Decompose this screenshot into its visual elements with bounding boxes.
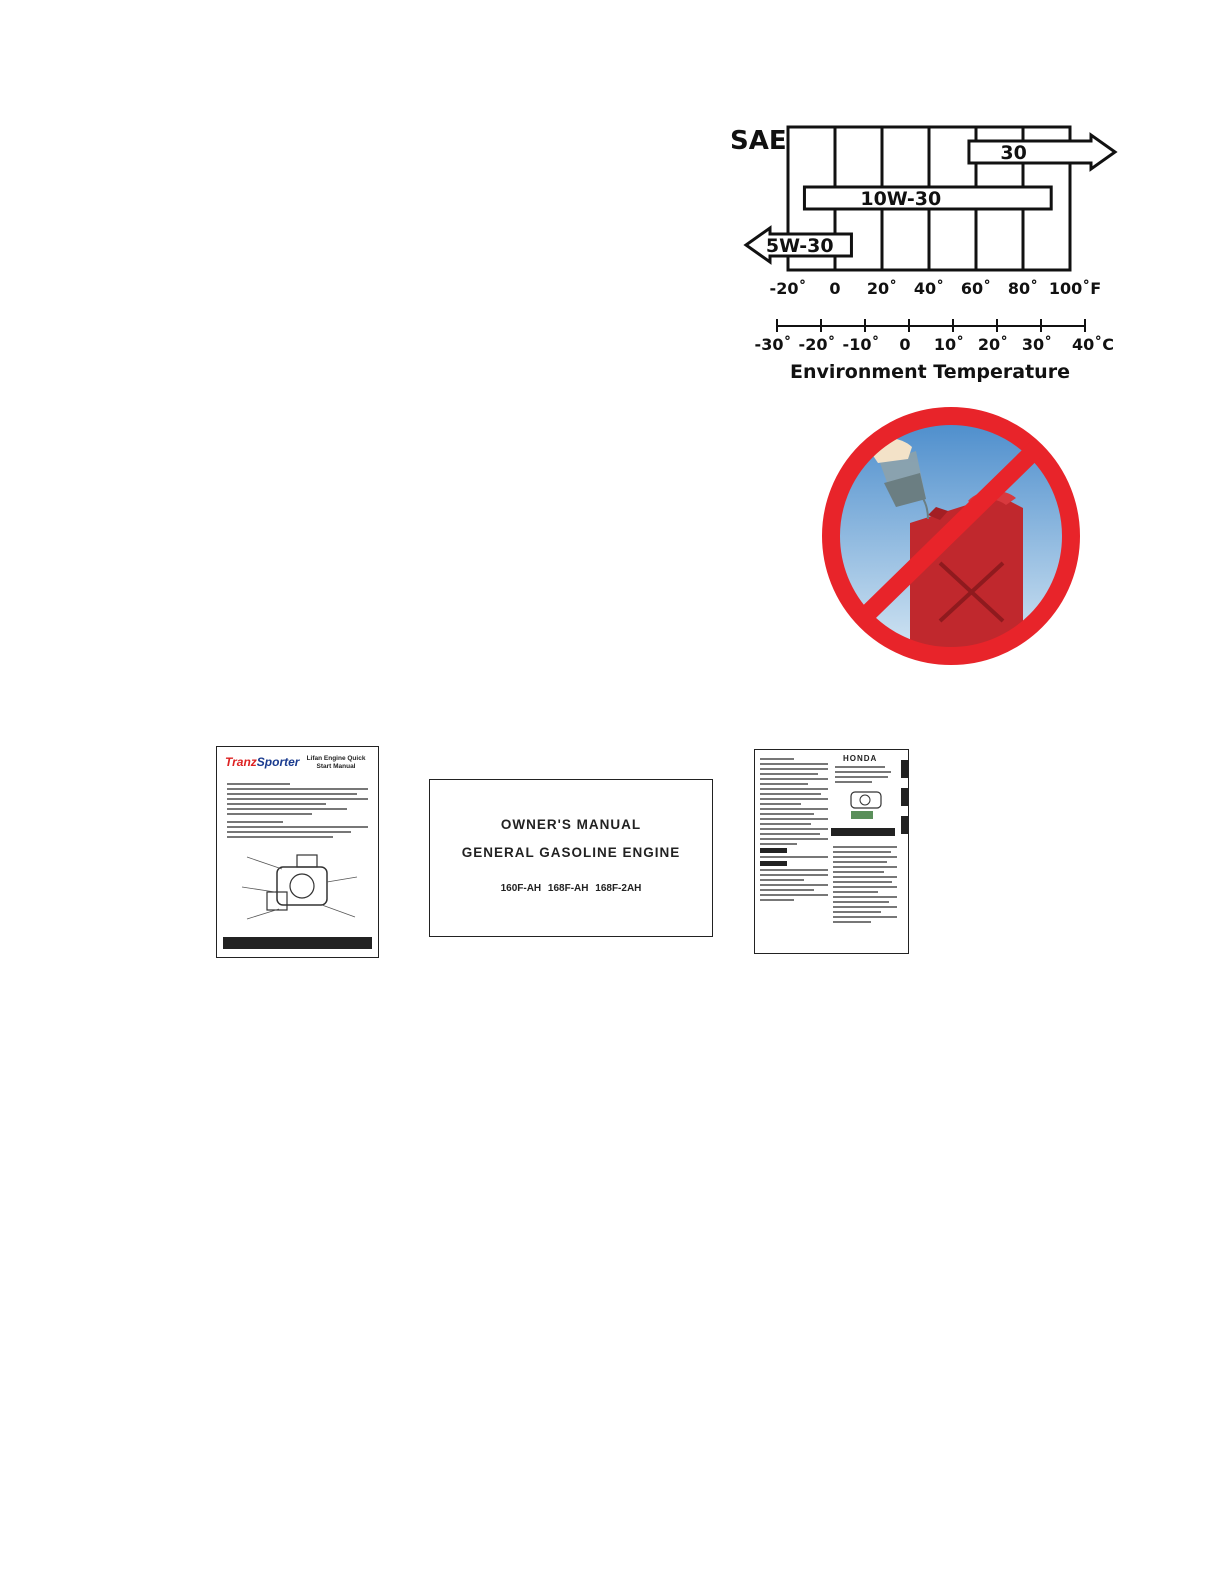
celsius-tick-label: -20˚	[798, 335, 836, 354]
contents-text	[833, 846, 897, 926]
quick-start-title: Lifan Engine Quick Start Manual	[306, 755, 366, 770]
fahrenheit-tick-label: 40˚	[913, 279, 945, 298]
fahrenheit-tick-label: 20˚	[866, 279, 898, 298]
fahrenheit-tick-label: -20˚	[769, 279, 807, 298]
right-column-text	[835, 766, 897, 786]
fahrenheit-tick-label: 60˚	[960, 279, 992, 298]
quick-start-manual-thumbnail	[216, 746, 379, 958]
fahrenheit-scale	[770, 279, 1102, 298]
prohibition-sign-icon	[818, 403, 1084, 669]
celsius-tick-label: 30˚	[1021, 335, 1053, 354]
oil-grade-label: 30	[1000, 142, 1027, 164]
brand-part1: Tranz	[225, 755, 257, 769]
engine-models: 160F-AH 168F-AH 168F-2AH	[500, 883, 642, 894]
fahrenheit-tick-label: 80˚	[1007, 279, 1039, 298]
oil-grade-band-30	[969, 135, 1115, 169]
fahrenheit-tick-label: 100˚F	[1048, 279, 1102, 298]
text-lines	[227, 783, 368, 841]
tranzsporter-logo	[225, 755, 299, 769]
celsius-tick-label: 40˚C	[1071, 335, 1115, 354]
owners-manual-thumbnail	[429, 779, 713, 937]
x-axis-label: Environment Temperature	[790, 361, 1070, 383]
sae-title: SAE	[730, 126, 787, 156]
honda-logo: HONDA	[843, 754, 878, 763]
engine-type-title: GENERAL GASOLINE ENGINE	[461, 845, 681, 860]
section-tab	[901, 760, 908, 778]
celsius-tick-label: 10˚	[933, 335, 965, 354]
section-tab	[901, 788, 908, 806]
oil-grade-label: 10W-30	[860, 188, 942, 210]
honda-manual-thumbnail	[754, 749, 909, 954]
honda-engine-icon	[843, 788, 891, 812]
fahrenheit-tick-label: 0	[829, 279, 841, 298]
owners-manual-title: OWNER'S MANUAL	[500, 817, 642, 832]
celsius-tick-label: 0	[899, 335, 911, 354]
celsius-tick-label: -10˚	[842, 335, 880, 354]
sae-viscosity-chart	[730, 110, 1130, 390]
celsius-scale	[755, 319, 1114, 354]
left-column-text	[760, 758, 828, 904]
engine-diagram-icon	[237, 847, 362, 927]
warning-banner	[831, 828, 895, 836]
celsius-tick-label: -30˚	[754, 335, 792, 354]
oil-grade-label: 5W-30	[765, 235, 834, 257]
section-tab	[901, 816, 908, 834]
footer-bar	[223, 937, 372, 949]
label-tag	[851, 811, 873, 819]
brand-part2: Sporter	[256, 755, 300, 769]
celsius-tick-label: 20˚	[977, 335, 1009, 354]
